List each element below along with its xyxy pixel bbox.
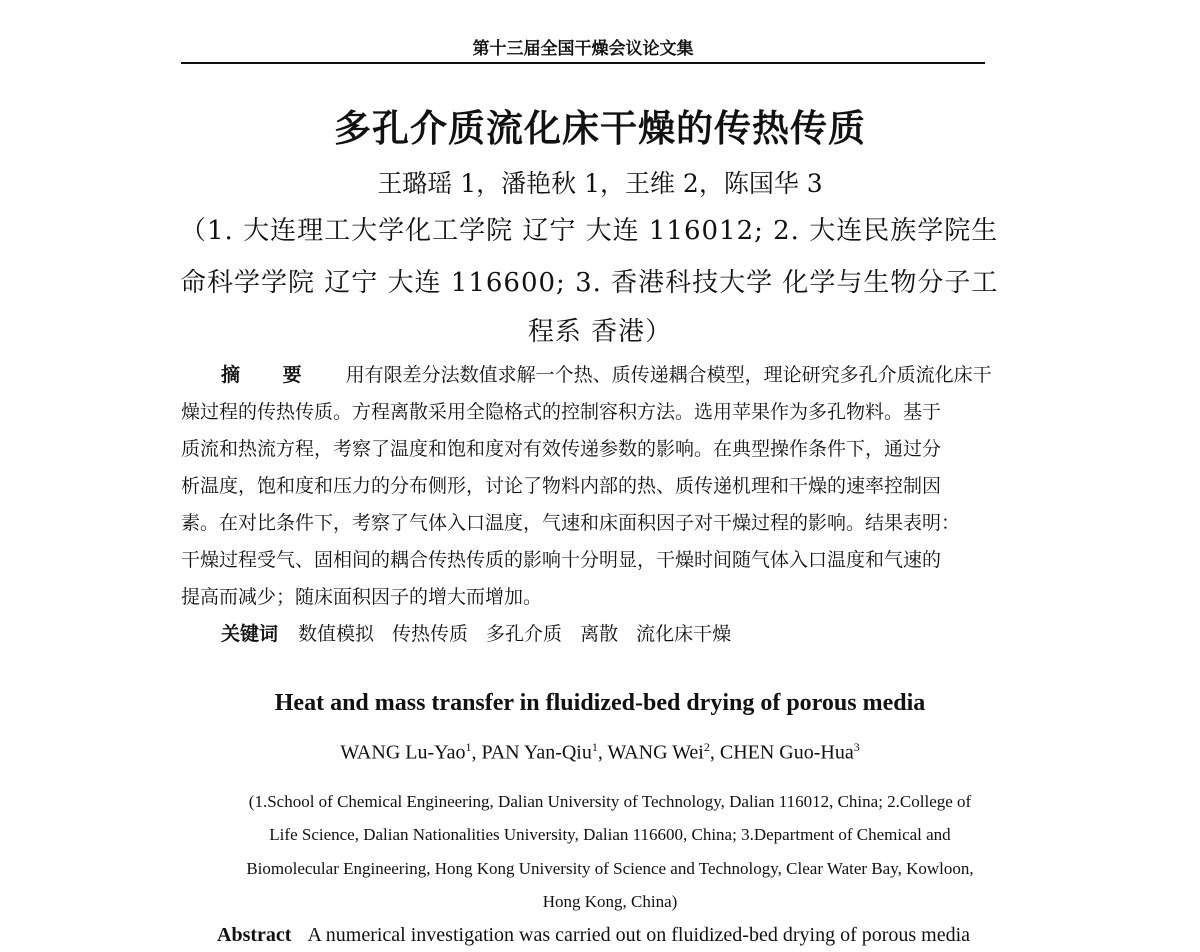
abstract-cn-text: 用有限差分法数值求解一个热、质传递耦合模型，理论研究多孔介质流化床干 — [345, 364, 992, 386]
author-en-sup: 2 — [703, 740, 710, 754]
abstract-en-label: Abstract — [217, 924, 292, 946]
affiliation-cn-line: 命科学学院 辽宁 大连 116600; 3. 香港科技大学 化学与生物分子工 — [180, 268, 999, 298]
keyword: 流化床干燥 — [636, 623, 732, 645]
author-en-name: WANG Lu-Yao — [340, 741, 466, 764]
author-en-name: PAN Yan-Qiu — [481, 741, 592, 764]
keyword: 多孔介质 — [486, 623, 563, 645]
abstract-cn-line: 燥过程的传热传质。方程离散采用全隐格式的控制容积方法。选用苹果作为多孔物料。基于 — [181, 401, 942, 423]
author-en-sup: 3 — [853, 740, 860, 754]
author-en-sup: 1 — [465, 740, 472, 754]
abstract-en — [217, 924, 1017, 947]
author-en-name: WANG Wei — [607, 741, 704, 764]
paper-title-en: Heat and mass transfer in fluidized-bed drying of porous media — [274, 690, 926, 716]
keyword: 数值模拟 — [298, 623, 375, 645]
running-header: 第十三届全国干燥会议论文集 — [472, 39, 694, 59]
author-en-sup: 1 — [591, 740, 598, 754]
abstract-cn-line: 质流和热流方程，考察了温度和饱和度对有效传递参数的影响。在典型操作条件下，通过分 — [181, 438, 942, 460]
affiliation-en-line: Life Science, Dalian Nationalities University, Dalian 116600, China; 3.Department of Chemical and — [269, 825, 951, 844]
abstract-cn-line: 提高而减少；随床面积因子的增大而增加。 — [181, 586, 543, 608]
affiliation-cn-line: （1. 大连理工大学化工学院 辽宁 大连 116012; 2. 大连民族学院生 — [180, 216, 999, 246]
affiliation-en-line: Hong Kong, China) — [542, 892, 678, 911]
abstract-cn-line: 素。在对比条件下，考察了气体入口温度，气速和床面积因子对干燥过程的影响。结果表明： — [181, 512, 961, 534]
affiliation-cn-line: 程系 香港） — [527, 317, 673, 347]
abstract-cn-line: 析温度，饱和度和压力的分布侧形，讨论了物料内部的热、质传递机理和干燥的速率控制因 — [181, 475, 942, 497]
authors-cn: 王璐瑶 1，潘艳秋 1，王维 2，陈国华 3 — [377, 169, 823, 198]
abstract-cn-line — [181, 360, 1017, 387]
authors-en: WANG Lu-Yao$^1$, PAN Yan-Qiu$^1$, WANG Wei$^2$, CHEN Guo-Hua$^3$ — [340, 740, 860, 764]
keywords-cn-label: 关键词 — [221, 623, 279, 645]
abstract-en-text: A numerical investigation was carried out on fluidized-bed drying of porous media — [307, 924, 971, 946]
abstract-cn-line: 干燥过程受气、固相间的耦合传热传质的影响十分明显，干燥时间随气体入口温度和气速的 — [181, 549, 942, 571]
header-rule — [181, 62, 985, 64]
keywords-cn — [181, 619, 1017, 646]
affiliation-en-line: Biomolecular Engineering, Hong Kong University of Science and Technology, Clear Water Bay, Kowloon, — [246, 859, 974, 878]
paper-title-cn: 多孔介质流化床干燥的传热传质 — [334, 107, 866, 150]
keyword: 传热传质 — [392, 623, 469, 645]
keyword: 离散 — [580, 623, 619, 645]
affiliation-en-line: (1.School of Chemical Engineering, Dalian University of Technology, Dalian 116012, China; 2.College of — [248, 792, 972, 811]
abstract-cn-label: 摘 要 — [221, 364, 320, 386]
author-en-name: CHEN Guo-Hua — [719, 741, 854, 764]
